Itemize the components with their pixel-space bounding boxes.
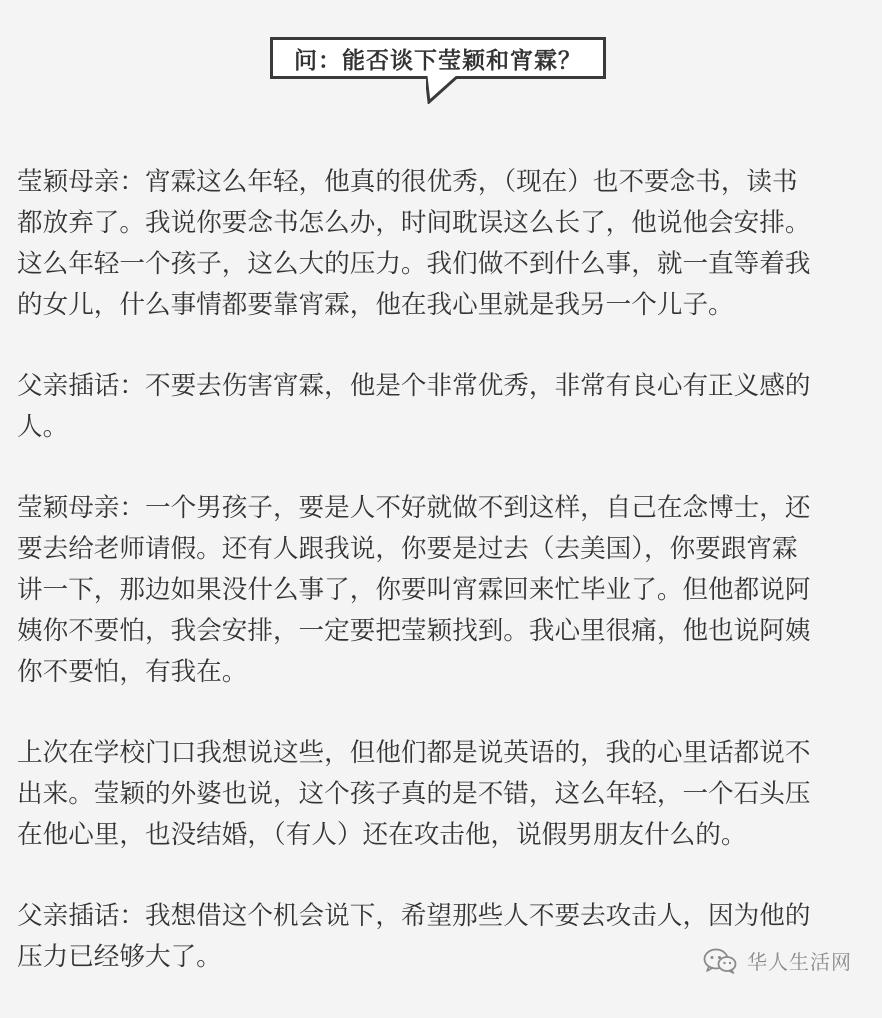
paragraph-mother-1: 莹颖母亲：宵霖这么年轻，他真的很优秀，（现在）也不要念书，读书 都放弃了。我说你要念书怎么办，时间耽误这么长了，他说他会安排。 这么年轻一个孩子，这么大的压力。我们做不到什么事，就一直等着我 的女儿，什么事情都要靠宵霖，他在我心里就是我另一个儿子。 [17, 167, 811, 320]
question-title: 问：能否谈下莹颖和宵霖？ [294, 47, 582, 74]
question-title-box [270, 37, 606, 79]
article-body [17, 162, 867, 1018]
paragraph-school: 上次在学校门口我想说这些，但他们都是说英语的，我的心里话都说不 出来。莹颖的外婆也说，这个孩子真的是不错，这么年轻，一个石头压 在他心里，也没结婚，（有人）还在攻击他，说假男朋友什么的。 [17, 738, 811, 850]
source-watermark [703, 946, 852, 975]
source-name: 华人生活网 [747, 950, 852, 974]
paragraph-father-2: 父亲插话：我想借这个机会说下，希望那些人不要去攻击人，因为他的 压力已经够大了。 [17, 901, 811, 972]
speech-bubble-pointer [426, 76, 458, 104]
paragraph-mother-2: 莹颖母亲：一个男孩子，要是人不好就做不到这样，自己在念博士，还 要去给老师请假。还有人跟我说，你要是过去（去美国），你要跟宵霖 讲一下，那边如果没什么事了，你要叫宵霖回来忙毕业了。但他都说阿 姨你不要怕，我会安排，一定要把莹颖找到。我心里很痛，他也说阿姨 你不要怕，有我在。 [17, 493, 811, 687]
wechat-icon [703, 948, 737, 974]
paragraph-father-1: 父亲插话：不要去伤害宵霖，他是个非常优秀，非常有良心有正义感的 人。 [17, 371, 811, 442]
